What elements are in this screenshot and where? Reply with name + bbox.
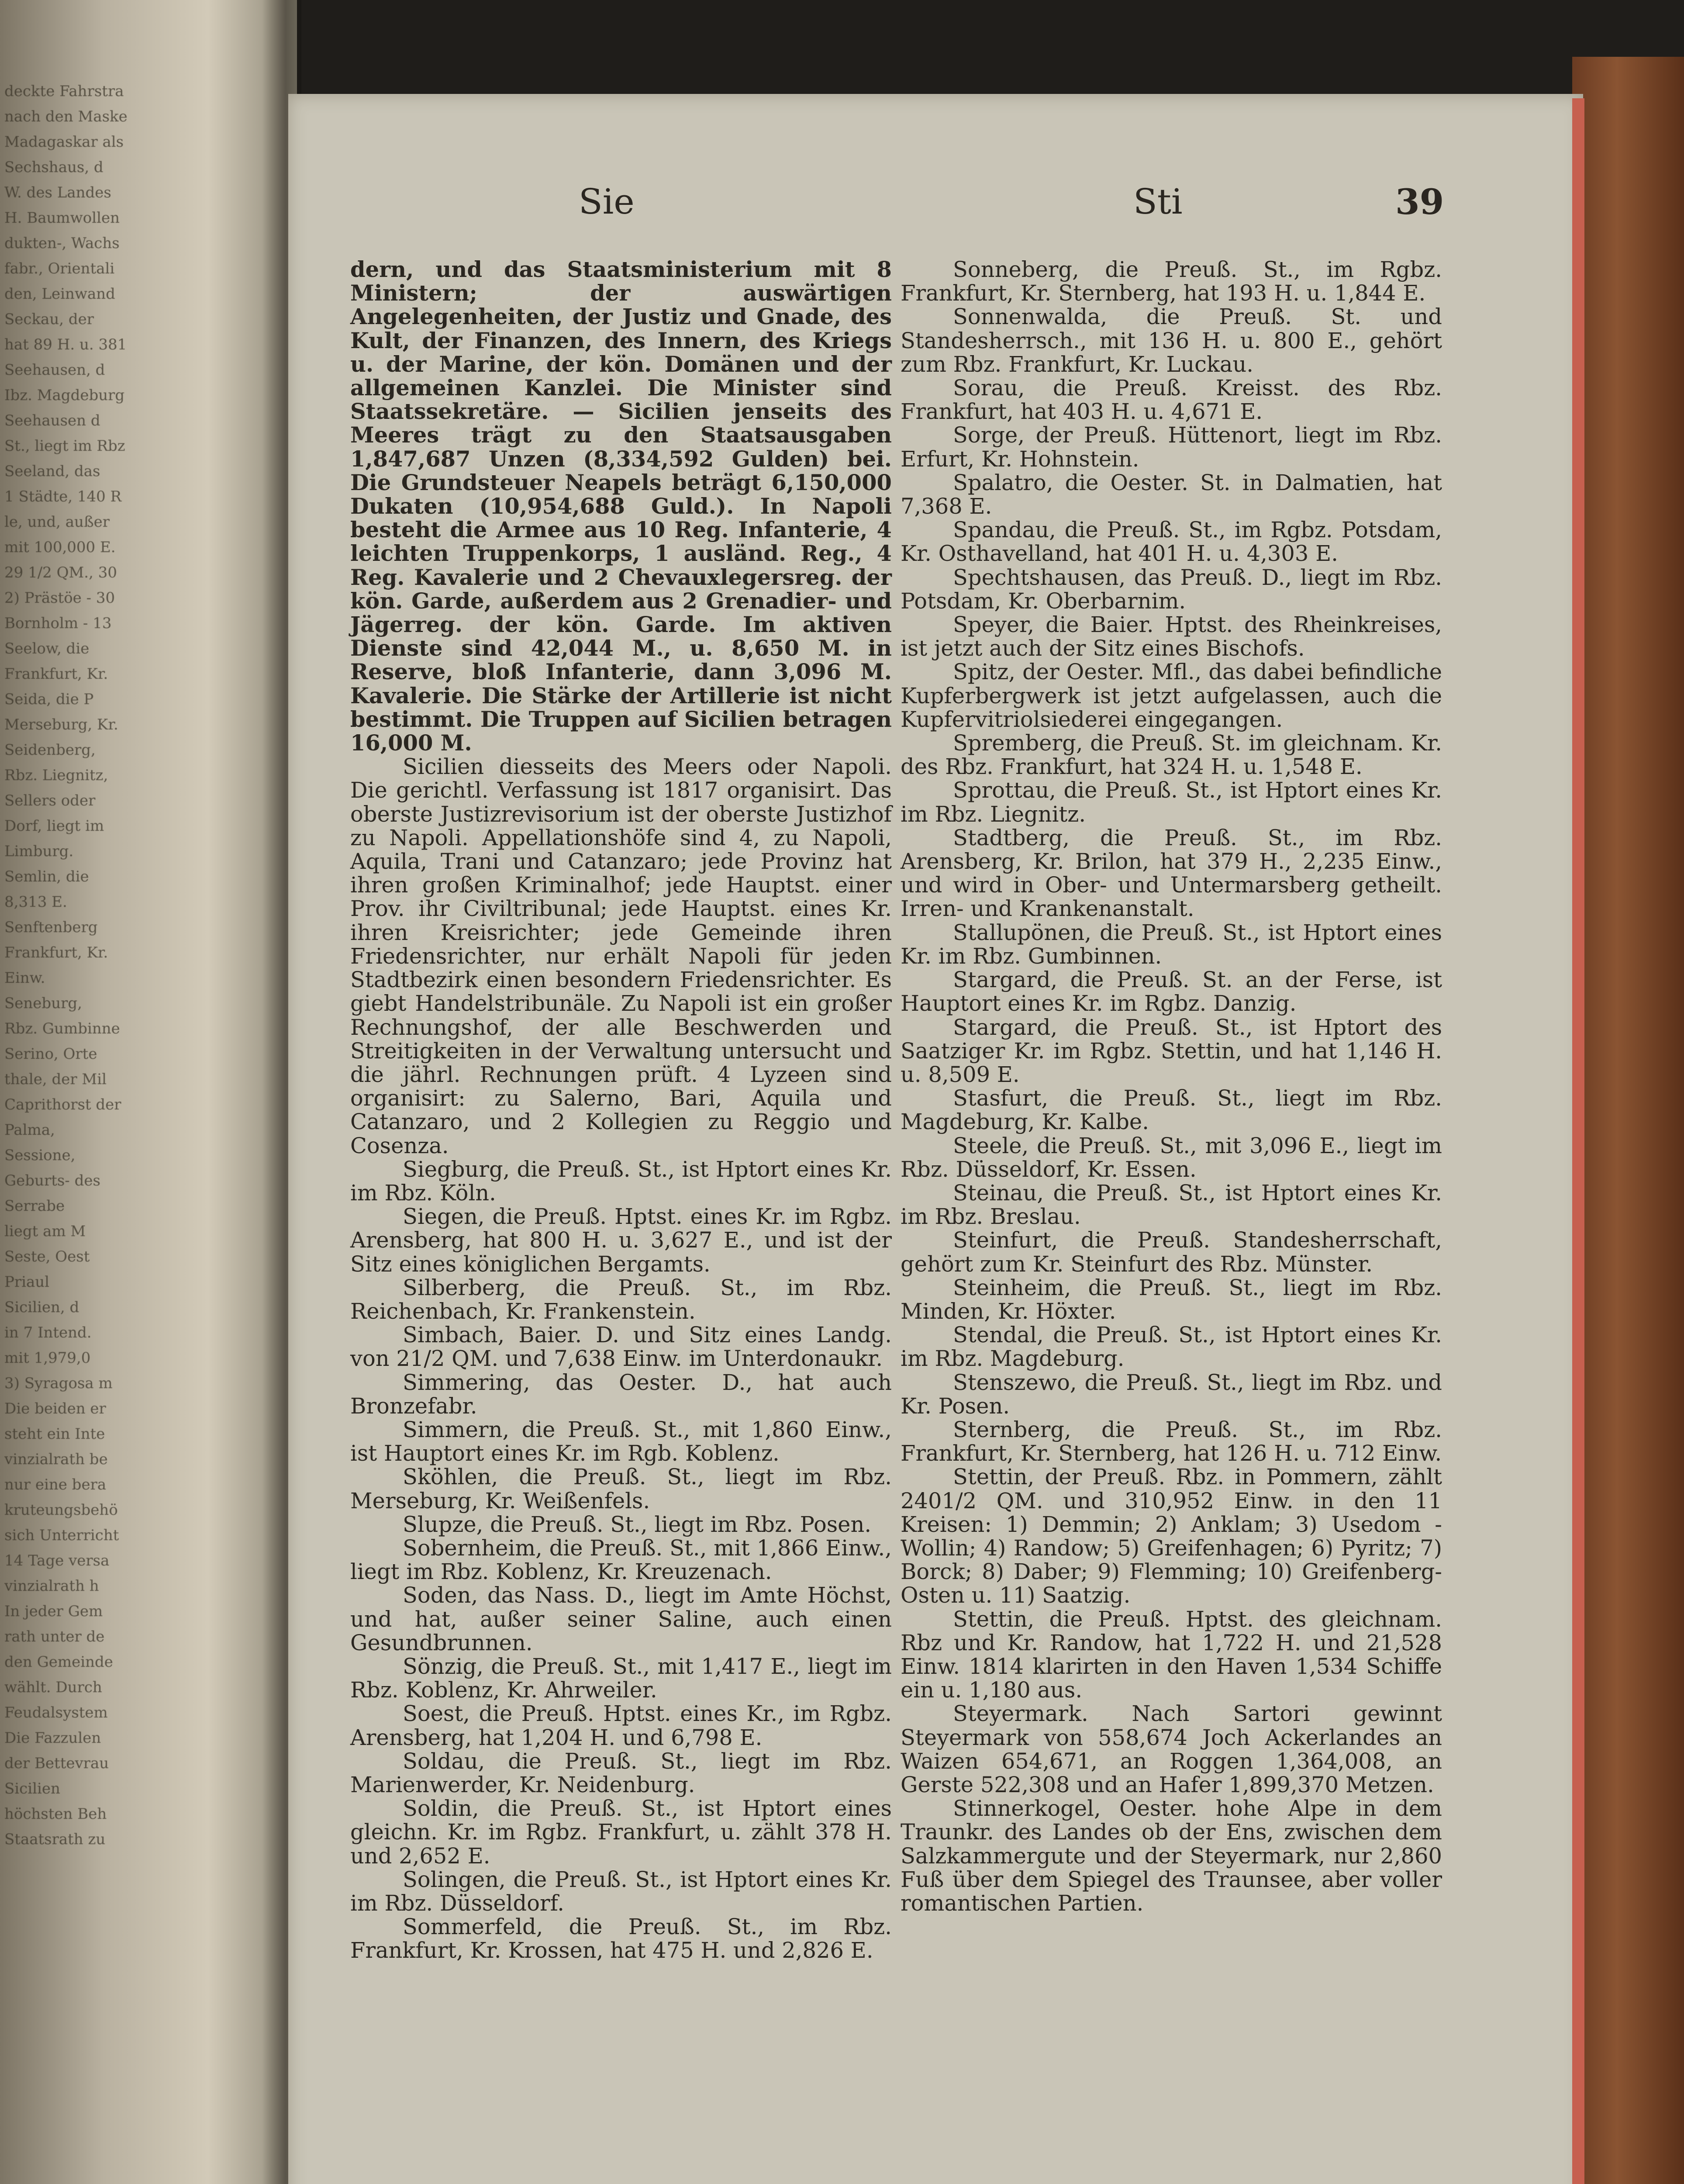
left-page-line: vinzialrath h — [4, 1577, 99, 1595]
dictionary-entry: Steinfurt, die Preuß. Standesherrschaft, gehört zum Kr. Steinfurt des Rbz. Münster. — [901, 1227, 1442, 1277]
dictionary-entry: Sönzig, die Preuß. St., mit 1,417 E., liegt im Rbz. Koblenz, Kr. Ahrweiler. — [350, 1653, 892, 1703]
left-page-line: Rbz. Gumbinne — [4, 1020, 120, 1037]
left-page-line: Sechshaus, d — [4, 159, 104, 176]
left-page-line: deckte Fahrstra — [4, 83, 124, 100]
left-page-line: liegt am M — [4, 1223, 86, 1240]
left-page-line: vinzialrath be — [4, 1451, 108, 1468]
dictionary-entry: Soden, das Nass. D., liegt im Amte Höchst, und hat, außer seiner Saline, auch einen Gesundbrunnen. — [350, 1583, 892, 1655]
running-head-left: Sie — [579, 181, 635, 222]
left-page-line: nur eine bera — [4, 1476, 107, 1493]
dictionary-entry: Soldau, die Preuß. St., liegt im Rbz. Marienwerder, Kr. Neidenburg. — [350, 1748, 892, 1797]
dictionary-entry: Stadtberg, die Preuß. St., im Rbz. Arensberg, Kr. Brilon, hat 379 H., 2,235 Einw., und wird in Ober- und Untermarsberg getheilt. Irren- und Krankenanstalt. — [901, 825, 1442, 922]
left-page-fragments — [0, 0, 297, 2184]
left-page-line: Ibz. Magdeburg — [4, 387, 125, 404]
left-page-line: Seehausen d — [4, 412, 100, 429]
left-neighbour-page — [0, 0, 297, 2184]
dictionary-entry: Speyer, die Baier. Hptst. des Rheinkreises, ist jetzt auch der Sitz eines Bischofs. — [901, 612, 1442, 661]
left-page-line: 8,313 E. — [4, 893, 67, 911]
dictionary-entry: Sköhlen, die Preuß. St., liegt im Rbz. Merseburg, Kr. Weißenfels. — [350, 1464, 892, 1514]
left-page-line: Priaul — [4, 1273, 50, 1291]
dictionary-entry: Stenszewo, die Preuß. St., liegt im Rbz. und Kr. Posen. — [901, 1369, 1442, 1419]
page-edge-red — [1572, 98, 1584, 2184]
dictionary-entry: Spalatro, die Oester. St. in Dalmatien, hat 7,368 E. — [901, 470, 1442, 519]
dictionary-entry: Simmering, das Oester. D., hat auch Bronzefabr. — [350, 1369, 892, 1419]
left-page-line: Geburts- des — [4, 1172, 100, 1189]
left-page-line: den, Leinwand — [4, 285, 115, 303]
dictionary-entry: Stargard, die Preuß. St. an der Ferse, ist Hauptort eines Kr. im Rgbz. Danzig. — [901, 967, 1442, 1016]
left-page-line: Die beiden er — [4, 1400, 106, 1417]
left-page-line: dukten-, Wachs — [4, 235, 120, 252]
dictionary-entry: Stallupönen, die Preuß. St., ist Hptort eines Kr. im Rbz. Gumbinnen. — [901, 919, 1442, 969]
dictionary-entry: Steele, die Preuß. St., mit 3,096 E., liegt im Rbz. Düsseldorf, Kr. Essen. — [901, 1133, 1442, 1182]
dictionary-entry: Sobernheim, die Preuß. St., mit 1,866 Einw., liegt im Rbz. Koblenz, Kr. Kreuzenach. — [350, 1535, 892, 1585]
dictionary-entry: Solingen, die Preuß. St., ist Hptort eines Kr. im Rbz. Düsseldorf. — [350, 1866, 892, 1916]
left-page-line: Frankfurt, Kr. — [4, 665, 108, 683]
left-page-line: Palma, — [4, 1121, 55, 1139]
dictionary-entry: Sicilien diesseits des Meers oder Napoli. Die gerichtl. Verfassung ist 1817 organisirt. Das oberste Justizrevisorium ist der oberste Justizhof zu Napoli. Appellationshöfe sind 4, zu Napoli, Aquila, Trani und Catanzaro; jede Provinz hat ihren großen Kriminalhof; jede Hauptst. einer Prov. ihr Civiltribunal; jede Hauptst. eines Kr. ihren Kreisrichter; jede Gemeinde ihren Friedensrichter, nur erhält Napoli für jeden Stadtbezirk einen besondern Friedensrichter. Es giebt Handelstribunäle. Zu Napoli ist ein großer Rechnungshof, der alle Beschwerden und Streitigkeiten in der Verwaltung untersucht und die jährl. Rechnungen prüft. 4 Lyzeen sind organisirt: zu Salerno, Bari, Aquila und Catanzaro, und 2 Kollegien zu Reggio und Cosenza. — [350, 754, 892, 1158]
left-page-line: Limburg. — [4, 843, 74, 860]
left-page-line: nach den Maske — [4, 108, 128, 125]
left-page-line: kruteungsbehö — [4, 1501, 118, 1519]
dictionary-entry: Sonneberg, die Preuß. St., im Rgbz. Frankfurt, Kr. Sternberg, hat 193 H. u. 1,844 E. — [901, 257, 1442, 306]
left-page-line: Die Fazzulen — [4, 1729, 101, 1747]
dictionary-entry: Sonnenwalda, die Preuß. St. und Standesherrsch., mit 136 H. u. 800 E., gehört zum Rbz. Frankfurt, Kr. Luckau. — [901, 304, 1442, 377]
left-page-line: Staatsrath zu — [4, 1831, 106, 1848]
dictionary-entry: Stargard, die Preuß. St., ist Hptort des Saatziger Kr. im Rgbz. Stettin, und hat 1,146 H. u. 8,509 E. — [901, 1014, 1442, 1087]
dictionary-entry: dern, und das Staatsministerium mit 8 Ministern; der auswärtigen Angelegenheiten, der Justiz und Gnade, des Kult, der Finanzen, des Innern, des Kriegs u. der Marine, der kön. Domänen und der allgemeinen Kanzlei. Die Minister sind Staatssekretäre. — Sicilien jenseits des Meeres trägt zu den Staatsausgaben 1,847,687 Unzen (8,334,592 Gulden) bei. Die Grundsteuer Neapels beträgt 6,150,000 Dukaten (10,954,688 Guld.). In Napoli besteht die Armee aus 10 Reg. Infanterie, 4 leichten Truppenkorps, 1 ausländ. Reg., 4 Reg. Kavalerie und 2 Chevauxlegersreg. der kön. Garde, außerdem aus 2 Grenadier- und Jägerreg. der kön. Garde. Im aktiven Dienste sind 42,044 M., u. 8,650 M. in Reserve, bloß Infanterie, dann 3,096 M. Kavalerie. Die Stärke der Artillerie ist nicht bestimmt. Die Truppen auf Sicilien betragen 16,000 M. — [350, 257, 892, 756]
left-page-line: fabr., Orientali — [4, 260, 115, 277]
dictionary-entry: Soest, die Preuß. Hptst. eines Kr., im Rgbz. Arensberg, hat 1,204 H. und 6,798 E. — [350, 1701, 892, 1750]
left-page-line: Seelow, die — [4, 640, 90, 657]
dictionary-entry: Sommerfeld, die Preuß. St., im Rbz. Frankfurt, Kr. Krossen, hat 475 H. und 2,826 E. — [350, 1914, 892, 1963]
left-page-line: höchsten Beh — [4, 1805, 107, 1823]
left-page-line: mit 100,000 E. — [4, 539, 116, 556]
dictionary-entry: Simmern, die Preuß. St., mit 1,860 Einw., ist Hauptort eines Kr. im Rgb. Koblenz. — [350, 1417, 892, 1466]
left-page-line: W. des Landes — [4, 184, 111, 201]
dictionary-entry: Slupze, die Preuß. St., liegt im Rbz. Posen. — [403, 1511, 872, 1537]
left-page-line: Rbz. Liegnitz, — [4, 767, 108, 784]
left-page-line: rath unter de — [4, 1628, 105, 1645]
left-page-line: Sellers oder — [4, 792, 96, 809]
left-page-line: Serino, Orte — [4, 1045, 97, 1063]
left-page-line: 3) Syragosa m — [4, 1375, 113, 1392]
left-page-line: In jeder Gem — [4, 1603, 103, 1620]
dictionary-entry: Stinnerkogel, Oester. hohe Alpe in dem Traunkr. des Landes ob der Ens, zwischen dem Salzkammergute und der Steyermark, nur 2,860 Fuß über dem Spiegel des Traunsee, aber voller romantischen Partien. — [901, 1796, 1442, 1916]
left-page-line: Dorf, liegt im — [4, 817, 104, 835]
left-page-line: 1 Städte, 140 R — [4, 488, 122, 505]
left-page-line: 14 Tage versa — [4, 1552, 110, 1569]
left-page-line: Seckau, der — [4, 311, 94, 328]
left-page-line: Seeland, das — [4, 463, 100, 480]
left-page-line: Madagaskar als — [4, 133, 124, 151]
left-page-line: Sicilien — [4, 1780, 60, 1797]
dictionary-entry: Siegburg, die Preuß. St., ist Hptort eines Kr. im Rbz. Köln. — [350, 1156, 892, 1206]
dictionary-entry: Simbach, Baier. D. und Sitz eines Landg. von 21/2 QM. und 7,638 Einw. im Unterdonaukr. — [350, 1322, 892, 1372]
left-page-line: Bornholm - 13 — [4, 615, 112, 632]
left-page-line: Frankfurt, Kr. — [4, 944, 108, 961]
dictionary-entry: Stettin, die Preuß. Hptst. des gleichnam. Rbz und Kr. Randow, hat 1,722 H. und 21,528 Einw. 1814 klarirten in den Haven 1,534 Schiffe ein u. 1,180 aus. — [901, 1606, 1442, 1703]
left-page-line: hat 89 H. u. 381 — [4, 336, 127, 353]
dictionary-entry: Steyermark. Nach Sartori gewinnt Steyermark von 558,674 Joch Ackerlandes an Waizen 654,671, an Roggen 1,364,008, an Gerste 522,308 und an Hafer 1,899,370 Metzen. — [901, 1701, 1442, 1797]
left-page-line: thale, der Mil — [4, 1071, 107, 1088]
left-page-line: Sicilien, d — [4, 1299, 79, 1316]
left-page-line: 29 1/2 QM., 30 — [4, 564, 117, 581]
left-page-line: den Gemeinde — [4, 1653, 113, 1671]
left-page-line: Seehausen, d — [4, 361, 105, 379]
dictionary-entry: Sorge, der Preuß. Hüttenort, liegt im Rbz. Erfurt, Kr. Hohnstein. — [901, 422, 1442, 472]
dictionary-entry: Stendal, die Preuß. St., ist Hptort eines Kr. im Rbz. Magdeburg. — [901, 1322, 1442, 1372]
dictionary-entry: Steinheim, die Preuß. St., liegt im Rbz. Minden, Kr. Höxter. — [901, 1275, 1442, 1324]
left-page-line: Seida, die P — [4, 691, 94, 708]
left-page-line: Seneburg, — [4, 995, 82, 1012]
left-page-line: Merseburg, Kr. — [4, 716, 118, 733]
dictionary-entry: Spechtshausen, das Preuß. D., liegt im Rbz. Potsdam, Kr. Oberbarnim. — [901, 564, 1442, 614]
dictionary-entry: Steinau, die Preuß. St., ist Hptort eines Kr. im Rbz. Breslau. — [901, 1180, 1442, 1230]
page-number: 39 — [1395, 181, 1444, 222]
dictionary-entry: Soldin, die Preuß. St., ist Hptort eines gleichn. Kr. im Rgbz. Frankfurt, u. zählt 378 H. und 2,652 E. — [350, 1796, 892, 1869]
dictionary-entry: Sorau, die Preuß. Kreisst. des Rbz. Frankfurt, hat 403 H. u. 4,671 E. — [901, 375, 1442, 425]
text-column-right — [901, 258, 1442, 1915]
left-page-line: 2) Prästöe - 30 — [4, 589, 115, 607]
dictionary-entry: Spandau, die Preuß. St., im Rgbz. Potsdam, Kr. Osthavelland, hat 401 H. u. 4,303 E. — [901, 517, 1442, 567]
running-head-right: Sti — [1133, 181, 1183, 222]
dictionary-entry: Siegen, die Preuß. Hptst. eines Kr. im Rgbz. Arensberg, hat 800 H. u. 3,627 E., und ist der Sitz eines königlichen Bergamts. — [350, 1204, 892, 1277]
left-page-line: wählt. Durch — [4, 1679, 102, 1696]
left-page-line: der Bettevrau — [4, 1755, 109, 1772]
left-page-line: Feudalsystem — [4, 1704, 108, 1721]
left-page-line: St., liegt im Rbz — [4, 437, 125, 455]
dictionary-entry: Spremberg, die Preuß. St. im gleichnam. Kr. des Rbz. Frankfurt, hat 324 H. u. 1,548 E. — [901, 730, 1442, 780]
left-page-line: Sessione, — [4, 1147, 76, 1164]
left-page-line: in 7 Intend. — [4, 1324, 92, 1341]
left-page-line: steht ein Inte — [4, 1425, 105, 1443]
dictionary-entry: Sternberg, die Preuß. St., im Rbz. Frankfurt, Kr. Sternberg, hat 126 H. u. 712 Einw. — [901, 1417, 1442, 1466]
left-page-line: Seste, Oest — [4, 1248, 90, 1265]
dictionary-entry: Stettin, der Preuß. Rbz. in Pommern, zählt 2401/2 QM. und 310,952 Einw. in den 11 Kreisen: 1) Demmin; 2) Anklam; 3) Usedom - Wollin; 4) Randow; 5) Greifenhagen; 6) Pyritz; 7) Borck; 8) Daber; 9) Flemming; 10) Greifenberg-Osten u. 11) Saatzig. — [901, 1464, 1442, 1608]
dictionary-entry: Stasfurt, die Preuß. St., liegt im Rbz. Magdeburg, Kr. Kalbe. — [901, 1085, 1442, 1135]
text-column-left — [350, 258, 892, 1963]
left-page-line: H. Baumwollen — [4, 209, 120, 227]
left-page-line: Serrabe — [4, 1197, 65, 1215]
left-page-line: Seidenberg, — [4, 741, 96, 759]
left-page-line: le, und, außer — [4, 513, 110, 531]
dictionary-entry: Sprottau, die Preuß. St., ist Hptort eines Kr. im Rbz. Liegnitz. — [901, 778, 1442, 827]
left-page-line: Caprithorst der — [4, 1096, 121, 1113]
left-page-line: mit 1,979,0 — [4, 1349, 91, 1367]
book-cover-edge — [1572, 57, 1684, 2184]
dictionary-entry: Spitz, der Oester. Mfl., das dabei befindliche Kupferbergwerk ist jetzt aufgelassen, auch die Kupfervitriolsiederei eingegangen. — [901, 659, 1442, 732]
dictionary-entry: Silberberg, die Preuß. St., im Rbz. Reichenbach, Kr. Frankenstein. — [350, 1275, 892, 1324]
left-page-line: Semlin, die — [4, 868, 89, 885]
left-page-line: sich Unterricht — [4, 1527, 119, 1544]
left-page-line: Senftenberg — [4, 919, 98, 936]
left-page-line: Einw. — [4, 969, 45, 987]
